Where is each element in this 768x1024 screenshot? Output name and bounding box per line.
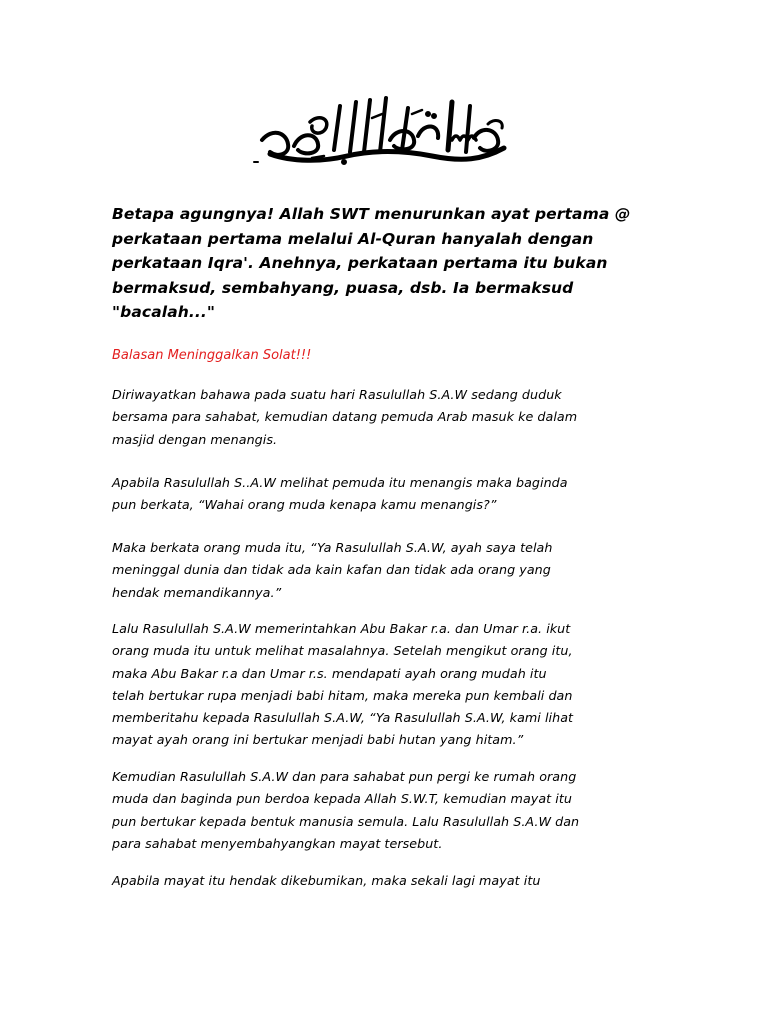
body-paragraph-4	[112, 618, 672, 752]
paragraph-line: memberitahu kepada Rasulullah S.A.W, “Ya Rasulullah S.A.W, kami lihat	[112, 710, 574, 726]
body-paragraph-5	[112, 766, 672, 855]
body-paragraph-3	[112, 537, 672, 604]
intro-line: perkataan pertama melalui Al-Quran hanyalah dengan	[112, 229, 594, 248]
section-heading: Balasan Meninggalkan Solat!!!	[112, 348, 312, 363]
paragraph-line: Apabila Rasulullah S..A.W melihat pemuda itu menangis maka baginda	[112, 475, 568, 490]
paragraph-line: pun bertukar kepada bentuk manusia semula. Lalu Rasulullah S.A.W dan	[112, 813, 580, 829]
paragraph-line: maka Abu Bakar r.a dan Umar r.s. mendapati ayah orang mudah itu	[112, 665, 547, 681]
basmala-calligraphy-icon	[252, 92, 514, 170]
paragraph-line: pun berkata, “Wahai orang muda kenapa kamu menangis?”	[112, 497, 497, 513]
paragraph-line: muda dan baginda pun berdoa kepada Allah S.W.T, kemudian mayat itu	[112, 791, 572, 807]
intro-line: Betapa agungnya! Allah SWT menurunkan ayat pertama @	[112, 205, 631, 223]
body-paragraph-6	[112, 870, 672, 892]
paragraph-line: telah bertukar rupa menjadi babi hitam, maka mereka pun kembali dan	[112, 687, 573, 703]
paragraph-line: Apabila mayat itu hendak dikebumikan, maka sekali lagi mayat itu	[112, 873, 541, 888]
paragraph-line: masjid dengan menangis.	[112, 431, 278, 447]
paragraph-line: Maka berkata orang muda itu, “Ya Rasulullah S.A.W, ayah saya telah	[112, 540, 553, 555]
intro-paragraph	[112, 202, 652, 325]
paragraph-line: meninggal dunia dan tidak ada kain kafan dan tidak ada orang yang	[112, 562, 551, 578]
paragraph-line: hendak memandikannya.”	[112, 584, 282, 600]
paragraph-line: Lalu Rasulullah S.A.W memerintahkan Abu Bakar r.a. dan Umar r.a. ikut	[112, 621, 571, 636]
paragraph-line: Kemudian Rasulullah S.A.W dan para sahabat pun pergi ke rumah orang	[112, 769, 577, 784]
paragraph-line: Diriwayatkan bahawa pada suatu hari Rasulullah S.A.W sedang duduk	[112, 387, 562, 402]
paragraph-line: mayat ayah orang ini bertukar menjadi babi hutan yang hitam.”	[112, 732, 524, 748]
paragraph-line: bersama para sahabat, kemudian datang pemuda Arab masuk ke dalam	[112, 409, 578, 425]
body-paragraph-2	[112, 472, 672, 517]
intro-line: "bacalah..."	[112, 303, 216, 321]
intro-line: bermaksud, sembahyang, puasa, dsb. Ia bermaksud	[112, 278, 574, 297]
body-paragraph-1	[112, 384, 672, 451]
paragraph-line: para sahabat menyembahyangkan mayat tersebut.	[112, 835, 443, 851]
paragraph-line: orang muda itu untuk melihat masalahnya. Setelah mengikut orang itu,	[112, 643, 573, 659]
intro-line: perkataan Iqra'. Anehnya, perkataan pertama itu bukan	[112, 254, 608, 272]
